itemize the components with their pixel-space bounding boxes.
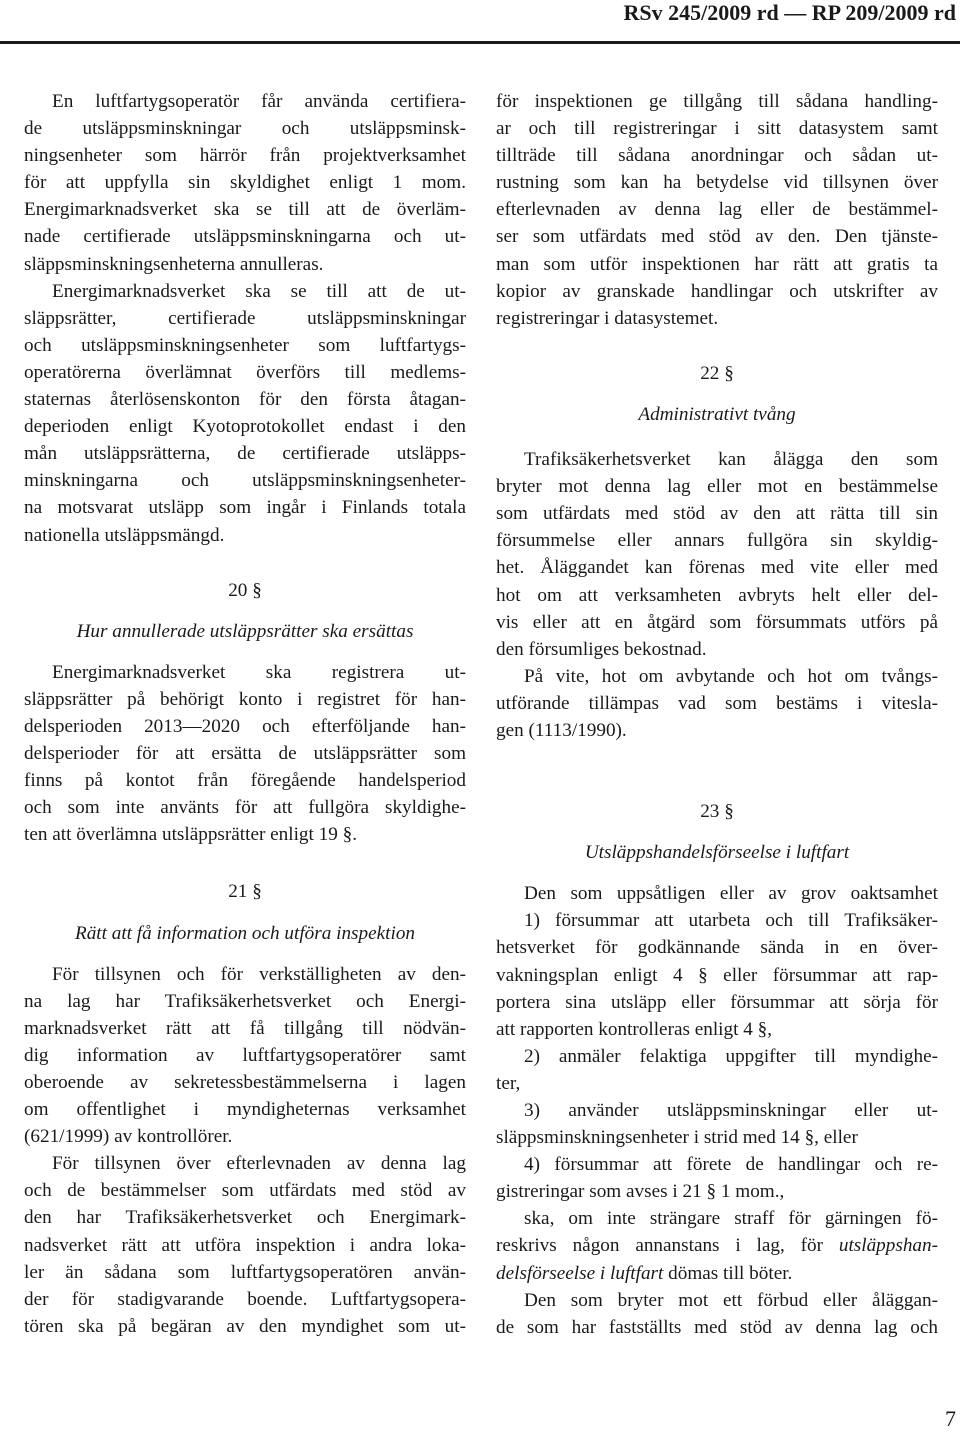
text-line: efterlevnaden av denna lag eller de bestämmel-: [496, 199, 938, 221]
paragraph-item-4: [496, 1151, 938, 1205]
text-line: deperioden enligt Kyotoprotokollet endast i den: [24, 416, 466, 438]
text-line: kopior av granskade handlingar och utskrifter av: [496, 280, 938, 302]
paragraph-item-2: [496, 1043, 938, 1097]
text-line: ska, om inte strängare straff för gärningen fö-: [524, 1208, 938, 1230]
text-line: finns på kontot från föregående handelsperiod: [24, 770, 466, 792]
text-line: bryter mot denna lag eller mot en bestämmelse: [496, 476, 938, 498]
text-line: släppsrätter, certifierade utsläppsminskningar: [24, 307, 466, 329]
text-line: (621/1999) av kontrollörer.: [24, 1126, 233, 1148]
section-23-number: 23 §: [700, 801, 734, 823]
text-line: försummelse eller annars fullgöra sin skyldig-: [496, 530, 938, 552]
text-line: de som har fastställts med stöd av denna lag och: [496, 1316, 938, 1338]
text-line: vakningsplan enligt 4 § eller försummar att rap-: [496, 964, 938, 986]
text-line: den försumliges bekostnad.: [496, 638, 707, 660]
text-line: Energimarknadsverket ska se till att de överläm-: [24, 199, 466, 221]
spacer: [24, 645, 466, 659]
text-line: För tillsynen och för verkställigheten av den-: [52, 963, 466, 985]
spacer: [496, 387, 938, 401]
text-line: dig information av luftfartygsoperatörer samt: [24, 1044, 466, 1066]
text-line: Den som uppsåtligen eller av grov oaktsamhet: [524, 883, 938, 905]
spacer: [24, 848, 466, 878]
text-line: hetsverket för godkännande sända in en över-: [496, 937, 938, 959]
text-line: staternas återlösenskonton för den första åtagan-: [24, 389, 466, 411]
text-line: nadsverket rätt att utföra inspektion i andra loka-: [24, 1234, 466, 1256]
text-line: Den som bryter mot ett förbud eller åläggan-: [524, 1289, 938, 1311]
text-line: ter,: [496, 1072, 521, 1094]
text-line: het. Åläggandet kan förenas med vite eller med: [496, 557, 938, 579]
paragraph-item-3: [496, 1097, 938, 1151]
text-line: för inspektionen ge tillgång till sådana handling-: [496, 91, 938, 112]
text-line: hot om att verksamheten avbryts helt eller del-: [496, 584, 938, 606]
text-line: nationella utsläppsmängd.: [24, 524, 225, 546]
text-line: gen (1113/1990).: [496, 719, 627, 741]
paragraph-section-22-order: [496, 446, 938, 663]
paragraph-section-23-offence: [496, 880, 938, 1043]
text-line: En luftfartygsoperatör får använda certifiera-: [52, 91, 466, 112]
text-line: mån utsläppsrätterna, de certifierade utsläpps-: [24, 443, 466, 465]
text-line: att rapporten kontrolleras enligt 4 §,: [496, 1018, 773, 1040]
text-line: de utsläppsminskningar och utsläppsminsk-: [24, 118, 466, 140]
text-line: registreringar i datasystemet.: [496, 307, 719, 329]
text-line: tillträde till sådana anordningar och sådan ut-: [496, 145, 938, 167]
text-line: ar och till registreringar i sitt datasystem samt: [496, 118, 938, 140]
text-line: och utsläppsminskningsenheter som luftfartygs-: [24, 334, 466, 356]
section-22-title: Administrativt tvång: [638, 403, 796, 425]
text-line: och de bestämmelser som utfärdats med stöd av: [24, 1180, 466, 1202]
text-line: delsperioden 2013—2020 och efterföljande han-: [24, 715, 466, 737]
text-line: 3) använder utsläppsminskningar eller ut-: [524, 1100, 938, 1121]
paragraph-return-accounts: [24, 278, 466, 549]
spacer: [24, 906, 466, 920]
text-line: portera sina utsläpp eller försummar att sörja för: [496, 991, 938, 1013]
text-line: som utfärdats med stöd av den att rätta till sin: [496, 503, 938, 525]
paragraph-inspection-continued: [496, 88, 938, 332]
spacer: [496, 744, 938, 798]
text-line: Energimarknadsverket ska se till att de ut-: [52, 280, 466, 302]
paragraph-penalty: [496, 1205, 938, 1286]
text-line: ser som utfärdats med stöd av den. Den tjänste-: [496, 226, 938, 248]
spacer: [24, 604, 466, 618]
text-line: 4) försummar att förete de handlingar och re-: [524, 1154, 938, 1176]
text-line: oberoende av sekretessbestämmelserna i lagen: [24, 1072, 466, 1093]
paragraph-section-20: [24, 659, 466, 849]
text-line: 2) anmäler felaktiga uppgifter till myndighe-: [524, 1045, 938, 1067]
text-line: nade certifierade utsläppsminskningarna och ut-: [24, 226, 466, 248]
text-line: den har Trafiksäkerhetsverket och Energimark-: [24, 1207, 466, 1229]
spacer: [496, 825, 938, 839]
text-line: släppsminskningsenheter i strid med 14 §, eller: [496, 1127, 858, 1149]
text-line: Energimarknadsverket ska registrera ut-: [52, 661, 466, 683]
text-line: Trafiksäkerhetsverket kan ålägga den som: [524, 449, 938, 471]
text-line: För tillsynen över efterlevnaden av denna lag: [52, 1153, 466, 1175]
text-segment: dömas till böter.: [663, 1262, 793, 1284]
text-line: [496, 1232, 938, 1259]
right-column: [496, 88, 938, 1341]
text-line: ten att överlämna utsläppsrätter enligt 19 §.: [24, 824, 358, 846]
text-line: na motsvarat utsläpp som ingår i Finlands totala: [24, 497, 466, 519]
section-21-title: Rätt att få information och utföra inspektion: [74, 922, 416, 944]
text-line: minskningarna och utsläppsminskningsenheter-: [24, 470, 466, 492]
left-column: [24, 88, 466, 1340]
paragraph-section-21-information: [24, 961, 466, 1151]
text-line: tören ska på begäran av den myndighet som ut-: [24, 1315, 466, 1337]
section-23-title: Utsläppshandelsförseelse i luftfart: [584, 842, 850, 864]
text-line: om offentlighet i myndigheternas verksamhet: [24, 1099, 466, 1121]
spacer: [496, 428, 938, 446]
section-22-number: 22 §: [700, 362, 734, 384]
spacer: [24, 947, 466, 961]
document-reference: RSv 245/2009 rd — RP 209/2009 rd: [623, 0, 956, 25]
text-line: man som utför inspektionen har rätt att gratis ta: [496, 253, 938, 275]
paragraph-section-22-fine: [496, 663, 938, 744]
page-number: 7: [945, 1406, 956, 1431]
spacer: [496, 866, 938, 880]
text-line: utförande tillämpas vad som bestäms i vitesla-: [496, 692, 938, 714]
spacer: [496, 332, 938, 360]
text-line: ler än sådana som luftfartygsoperatören använ-: [24, 1261, 466, 1283]
text-segment: reskrivs någon annanstans i lag, för: [496, 1235, 839, 1257]
text-line: På vite, hot om avbytande och hot om tvångs-: [524, 665, 938, 687]
text-line: operatörerna överlämnat överförs till medlems-: [24, 361, 466, 383]
text-line: na lag har Trafiksäkerhetsverket och Energi-: [24, 990, 466, 1012]
text-line: 1) försummar att utarbeta och till Trafiksäker-: [524, 910, 938, 932]
paragraph-section-21-inspection: [24, 1150, 466, 1340]
text-line: gistreringar som avses i 21 § 1 mom.,: [496, 1181, 785, 1203]
offence-name-italic: utsläppshan-: [838, 1235, 938, 1257]
offence-name-italic: delsförseelse i luftfart: [496, 1262, 664, 1284]
text-line: släppsrätter på behörigt konto i registret för han-: [24, 688, 466, 710]
text-line: der för stadigvarande boende. Luftfartygsopera-: [24, 1288, 466, 1310]
text-line: släppsminskningsenheterna annulleras.: [24, 253, 324, 275]
text-line: marknadsverket rätt att få tillgång till nödvän-: [24, 1017, 466, 1039]
section-20-title: Hur annullerade utsläppsrätter ska ersättas: [76, 620, 414, 642]
text-line: för att uppfylla sin skyldighet enligt 1 mom.: [24, 172, 466, 194]
paragraph-transfer-use: [24, 88, 466, 278]
paragraph-prohibition: [496, 1287, 938, 1341]
text-line: vis eller att en åtgärd som försummats utförs på: [496, 611, 938, 633]
spacer: [24, 549, 466, 577]
section-20-number: 20 §: [228, 579, 262, 601]
section-21-number: 21 §: [228, 881, 262, 903]
text-line: delsperioder för att ersätta de utsläppsrätter som: [24, 743, 466, 765]
page-header: [0, 0, 960, 44]
text-line: ningsenheter som härrör från projektverksamhet: [24, 145, 466, 167]
text-line: och som inte använts för att fullgöra skyldighe-: [24, 797, 466, 819]
text-line: rustning som kan ha betydelse vid tillsynen över: [496, 172, 938, 194]
text-line: [496, 1260, 938, 1287]
